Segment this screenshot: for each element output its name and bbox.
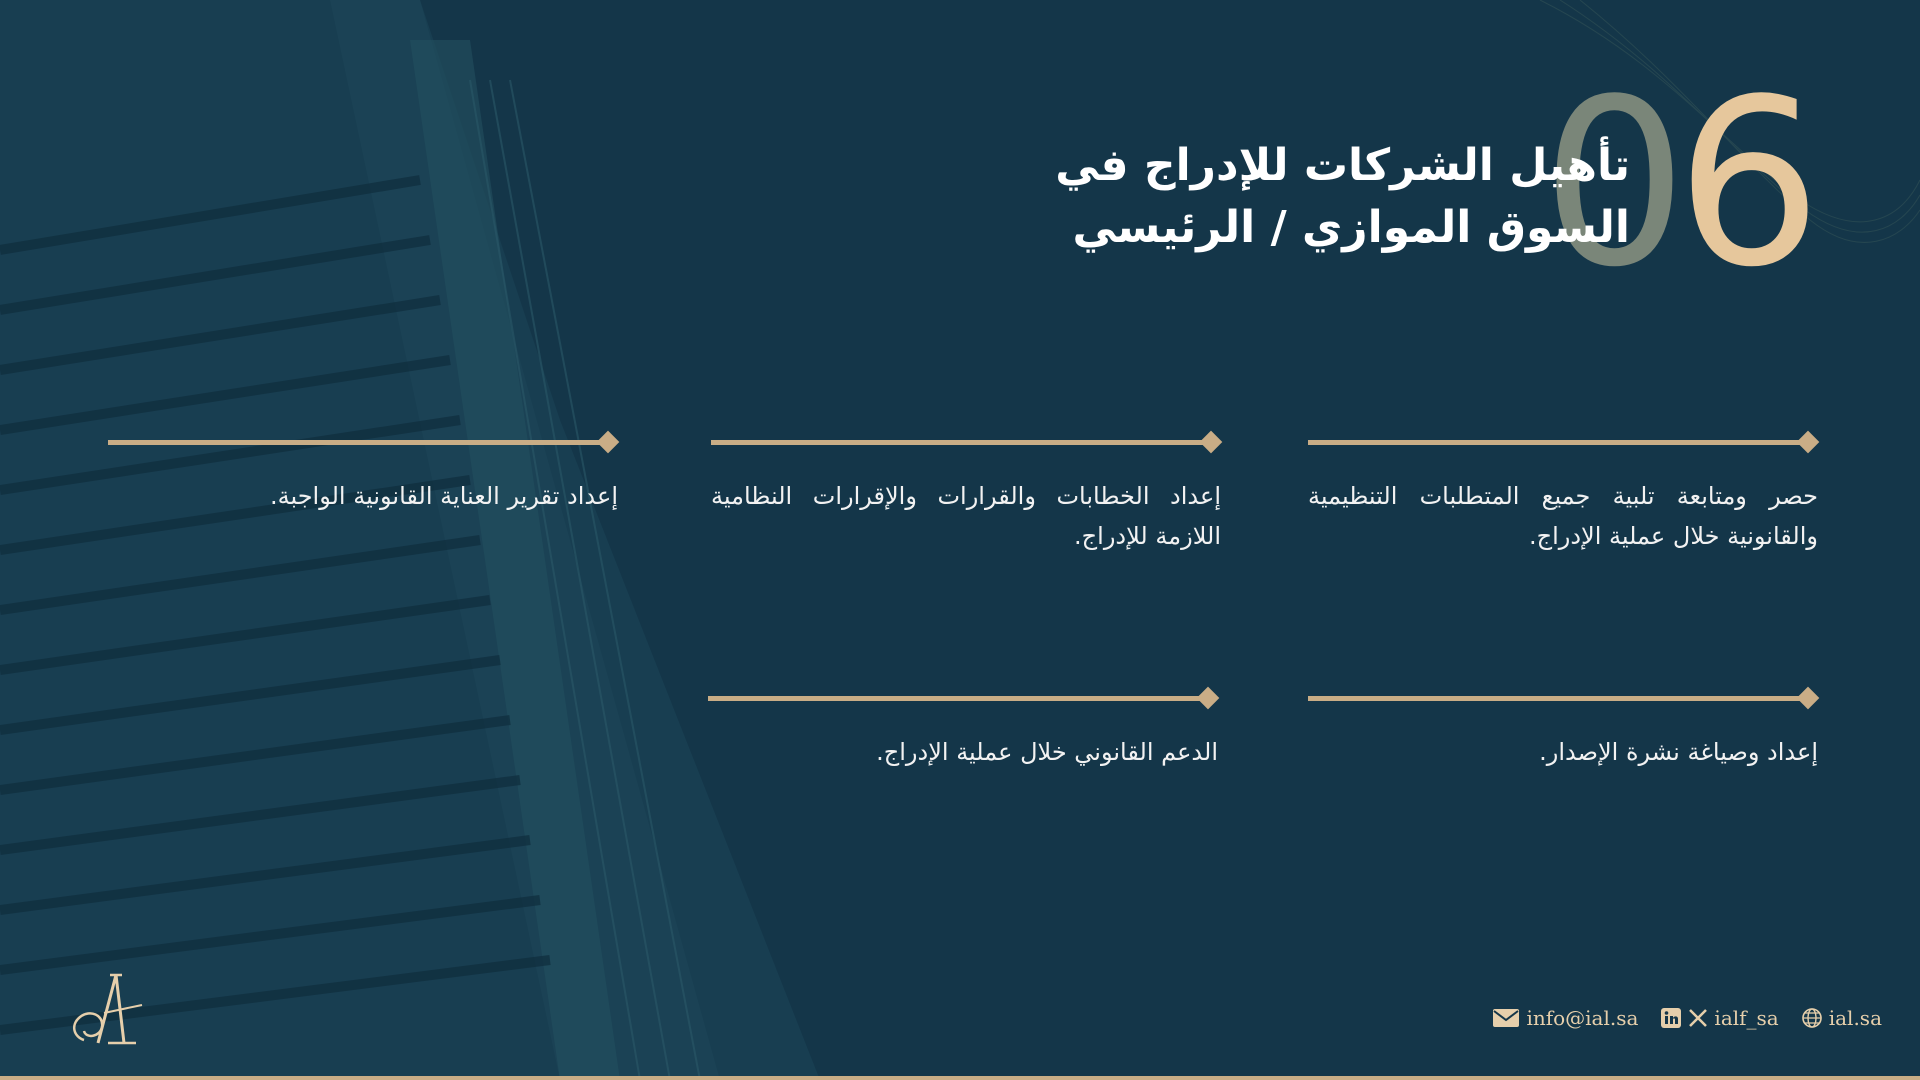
diamond-icon (1797, 687, 1820, 710)
linkedin-icon (1660, 1007, 1682, 1029)
item-text: إعداد الخطابات والقرارات والإقرارات النظامية اللازمة للإدراج. (711, 482, 1221, 550)
item-text: إعداد وصياغة نشرة الإصدار. (1539, 738, 1818, 766)
footer-contacts (1492, 1006, 1882, 1030)
email-contact[interactable] (1492, 1006, 1638, 1030)
mail-icon (1492, 1007, 1520, 1029)
x-icon (1688, 1008, 1708, 1028)
email-text: info@ial.sa (1526, 1006, 1639, 1030)
title-line-2: السوق الموازي / الرئيسي (1072, 202, 1630, 253)
item-divider (1308, 688, 1818, 708)
item-text: إعداد تقرير العناية القانونية الواجبة. (269, 482, 618, 510)
diamond-icon (1197, 687, 1220, 710)
service-item-1 (1308, 432, 1818, 556)
footer-rule (0, 1076, 1920, 1080)
item-divider (708, 688, 1218, 708)
social-contact[interactable] (1660, 1006, 1778, 1030)
slide-number-six: 6 (1675, 51, 1810, 318)
item-text: حصر ومتابعة تلبية جميع المتطلبات التنظيمية والقانونية خلال عملية الإدراج. (1308, 482, 1818, 550)
service-item-2 (711, 432, 1221, 556)
slide-number-zero: 0 (1541, 51, 1676, 318)
item-divider (1308, 432, 1818, 452)
service-item-3 (108, 432, 618, 516)
website-contact[interactable] (1801, 1006, 1882, 1030)
item-text: الدعم القانوني خلال عملية الإدراج. (876, 738, 1218, 766)
globe-icon (1801, 1007, 1823, 1029)
service-item-5 (708, 688, 1218, 772)
service-item-4 (1308, 688, 1818, 772)
diamond-icon (597, 431, 620, 454)
diamond-icon (1200, 431, 1223, 454)
item-divider (711, 432, 1221, 452)
slide-title (930, 135, 1630, 259)
diamond-icon (1797, 431, 1820, 454)
social-handle: ialf_sa (1714, 1006, 1779, 1030)
website-text: ial.sa (1828, 1006, 1882, 1030)
brand-logo (64, 965, 154, 1050)
item-divider (108, 432, 618, 452)
title-line-1: تأهيل الشركات للإدراج في (1055, 140, 1630, 191)
